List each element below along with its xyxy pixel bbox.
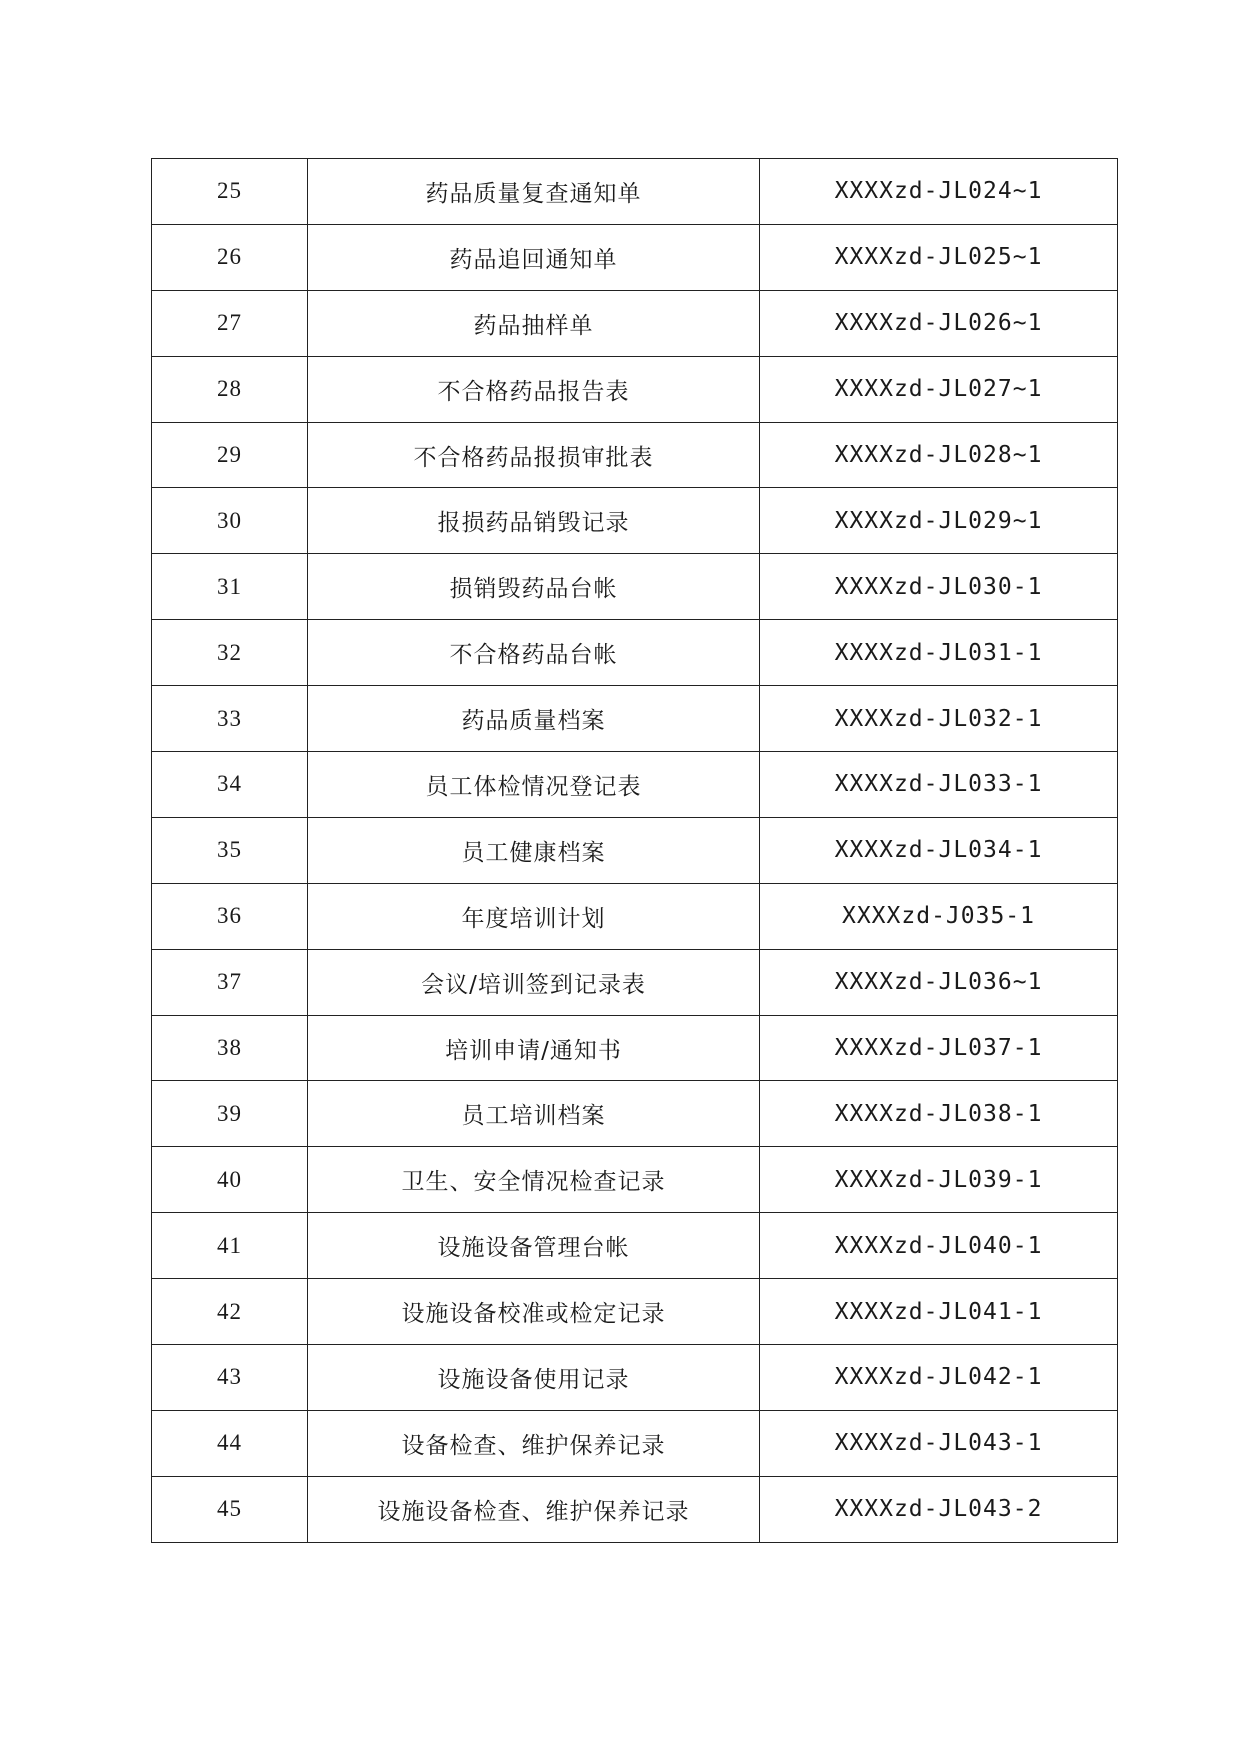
table-row xyxy=(152,1410,1118,1476)
table-row xyxy=(152,1213,1118,1279)
record-name-cell: 药品追回通知单 xyxy=(308,224,760,290)
record-name-cell: 药品质量档案 xyxy=(308,686,760,752)
table-row xyxy=(152,422,1118,488)
table-row xyxy=(152,554,1118,620)
table-row xyxy=(152,949,1118,1015)
record-code-cell: XXXXzd-JL024~1 xyxy=(760,159,1118,225)
row-number-cell: 42 xyxy=(152,1279,308,1345)
row-number-cell: 32 xyxy=(152,620,308,686)
record-code-cell: XXXXzd-JL033-1 xyxy=(760,752,1118,818)
record-code-cell: XXXXzd-JL041-1 xyxy=(760,1279,1118,1345)
row-number-cell: 30 xyxy=(152,488,308,554)
record-name-cell: 年度培训计划 xyxy=(308,883,760,949)
table-row xyxy=(152,1015,1118,1081)
table-row xyxy=(152,1279,1118,1345)
table-row xyxy=(152,224,1118,290)
record-name-cell: 不合格药品报告表 xyxy=(308,356,760,422)
record-name-cell: 培训申请/通知书 xyxy=(308,1015,760,1081)
table-row xyxy=(152,620,1118,686)
row-number-cell: 43 xyxy=(152,1345,308,1411)
record-name-cell: 损销毁药品台帐 xyxy=(308,554,760,620)
row-number-cell: 33 xyxy=(152,686,308,752)
row-number-cell: 26 xyxy=(152,224,308,290)
row-number-cell: 37 xyxy=(152,949,308,1015)
table-row xyxy=(152,817,1118,883)
record-name-cell: 员工培训档案 xyxy=(308,1081,760,1147)
table-row xyxy=(152,686,1118,752)
record-code-cell: XXXXzd-JL029~1 xyxy=(760,488,1118,554)
record-code-cell: XXXXzd-J035-1 xyxy=(760,883,1118,949)
row-number-cell: 34 xyxy=(152,752,308,818)
record-name-cell: 员工健康档案 xyxy=(308,817,760,883)
record-name-cell: 报损药品销毁记录 xyxy=(308,488,760,554)
record-code-cell: XXXXzd-JL027~1 xyxy=(760,356,1118,422)
row-number-cell: 44 xyxy=(152,1410,308,1476)
record-name-cell: 设施设备校准或检定记录 xyxy=(308,1279,760,1345)
row-number-cell: 38 xyxy=(152,1015,308,1081)
row-number-cell: 31 xyxy=(152,554,308,620)
row-number-cell: 39 xyxy=(152,1081,308,1147)
record-code-cell: XXXXzd-JL031-1 xyxy=(760,620,1118,686)
row-number-cell: 29 xyxy=(152,422,308,488)
table-row xyxy=(152,752,1118,818)
row-number-cell: 25 xyxy=(152,159,308,225)
record-code-cell: XXXXzd-JL032-1 xyxy=(760,686,1118,752)
row-number-cell: 27 xyxy=(152,290,308,356)
row-number-cell: 45 xyxy=(152,1476,308,1542)
record-name-cell: 设施设备检查、维护保养记录 xyxy=(308,1476,760,1542)
table-row xyxy=(152,290,1118,356)
record-name-cell: 药品质量复查通知单 xyxy=(308,159,760,225)
table-row xyxy=(152,1345,1118,1411)
record-code-cell: XXXXzd-JL042-1 xyxy=(760,1345,1118,1411)
record-name-cell: 设备检查、维护保养记录 xyxy=(308,1410,760,1476)
record-name-cell: 设施设备使用记录 xyxy=(308,1345,760,1411)
row-number-cell: 28 xyxy=(152,356,308,422)
record-name-cell: 卫生、安全情况检查记录 xyxy=(308,1147,760,1213)
record-code-cell: XXXXzd-JL037-1 xyxy=(760,1015,1118,1081)
record-code-cell: XXXXzd-JL039-1 xyxy=(760,1147,1118,1213)
table-row xyxy=(152,1147,1118,1213)
record-name-cell: 员工体检情况登记表 xyxy=(308,752,760,818)
record-name-cell: 会议/培训签到记录表 xyxy=(308,949,760,1015)
table-row xyxy=(152,488,1118,554)
record-code-cell: XXXXzd-JL028~1 xyxy=(760,422,1118,488)
row-number-cell: 36 xyxy=(152,883,308,949)
records-table xyxy=(151,158,1118,1543)
table-row xyxy=(152,1081,1118,1147)
row-number-cell: 40 xyxy=(152,1147,308,1213)
record-name-cell: 药品抽样单 xyxy=(308,290,760,356)
record-code-cell: XXXXzd-JL043-1 xyxy=(760,1410,1118,1476)
record-name-cell: 不合格药品台帐 xyxy=(308,620,760,686)
record-code-cell: XXXXzd-JL036~1 xyxy=(760,949,1118,1015)
record-code-cell: XXXXzd-JL034-1 xyxy=(760,817,1118,883)
table-row xyxy=(152,1476,1118,1542)
record-code-cell: XXXXzd-JL038-1 xyxy=(760,1081,1118,1147)
row-number-cell: 35 xyxy=(152,817,308,883)
record-code-cell: XXXXzd-JL026~1 xyxy=(760,290,1118,356)
record-code-cell: XXXXzd-JL030-1 xyxy=(760,554,1118,620)
record-name-cell: 不合格药品报损审批表 xyxy=(308,422,760,488)
record-code-cell: XXXXzd-JL040-1 xyxy=(760,1213,1118,1279)
table-row xyxy=(152,356,1118,422)
table-row xyxy=(152,883,1118,949)
record-code-cell: XXXXzd-JL043-2 xyxy=(760,1476,1118,1542)
record-name-cell: 设施设备管理台帐 xyxy=(308,1213,760,1279)
row-number-cell: 41 xyxy=(152,1213,308,1279)
record-code-cell: XXXXzd-JL025~1 xyxy=(760,224,1118,290)
table-row xyxy=(152,159,1118,225)
records-table-body xyxy=(152,159,1118,1543)
